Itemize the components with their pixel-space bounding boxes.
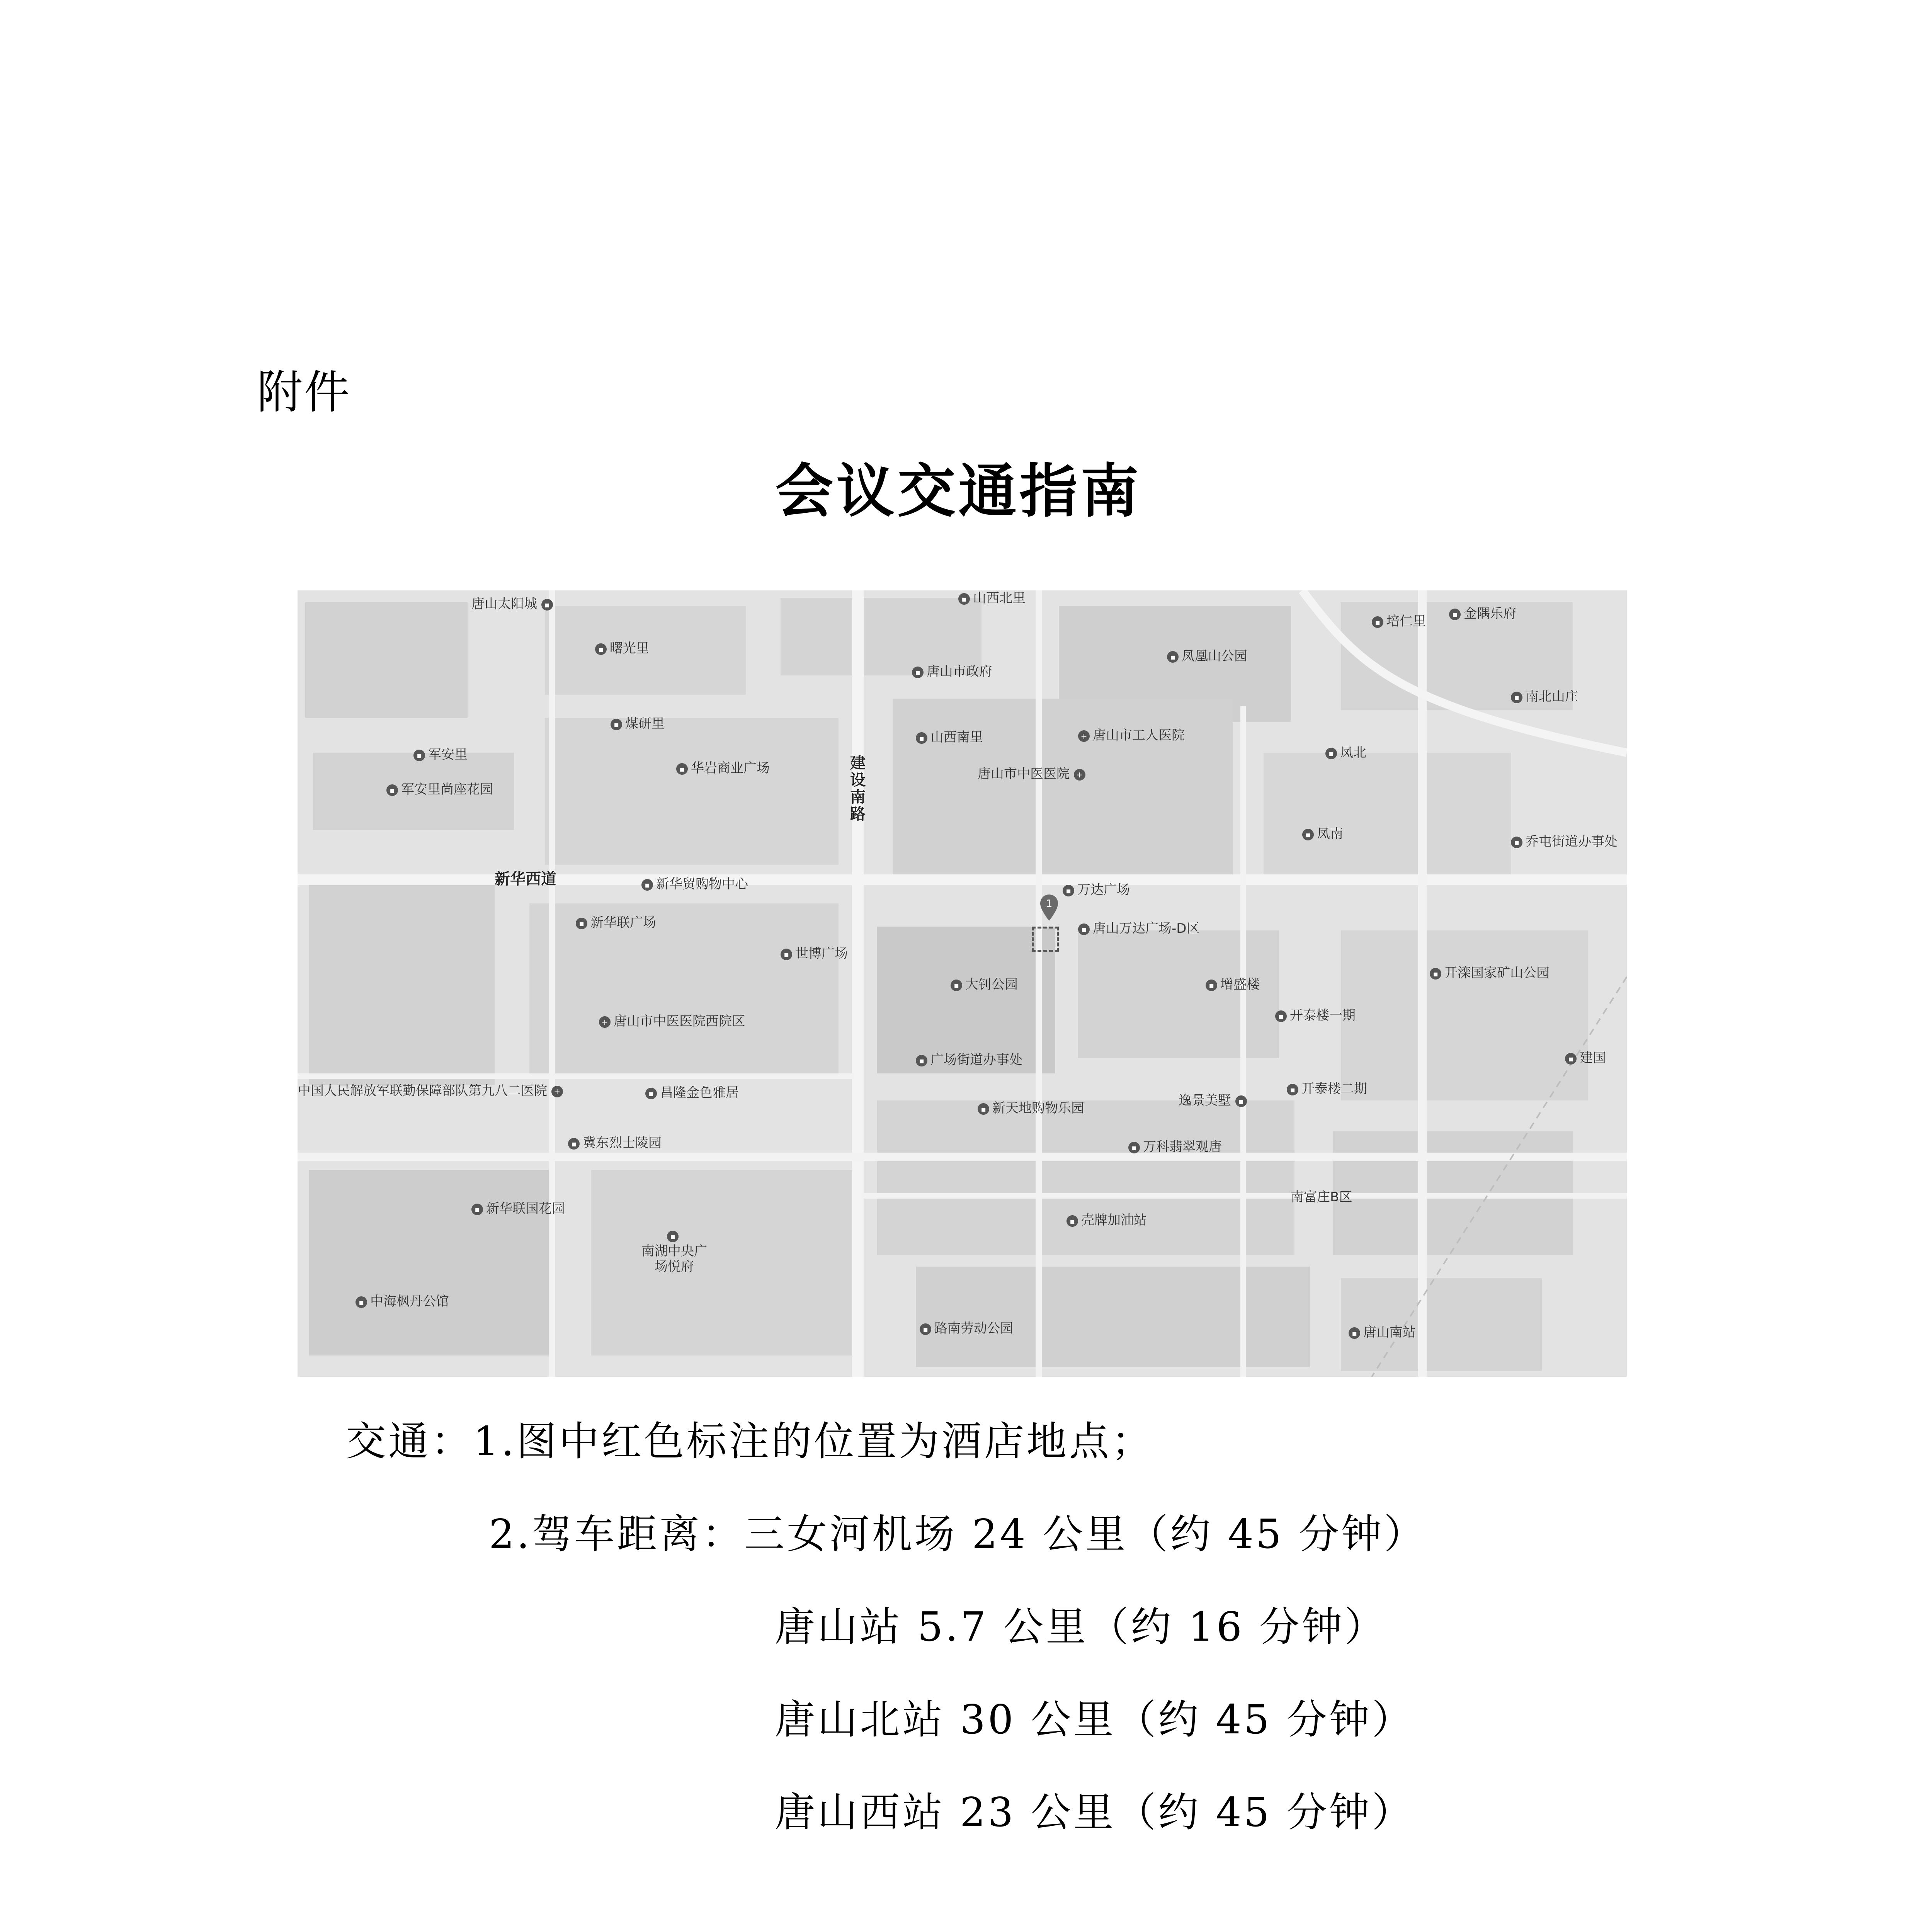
building-icon: ▪ (667, 1231, 679, 1242)
map-place: ▪ 唐山万达广场-D区 (1078, 921, 1199, 936)
shopping-icon: ▪ (978, 1103, 989, 1115)
park-icon: ▪ (951, 980, 962, 991)
building-icon: ▪ (781, 949, 792, 960)
shopping-icon: ▪ (1063, 885, 1074, 896)
map-place: ▪ 凤南 (1302, 826, 1343, 842)
road-jianshe-south: 建设南路 (850, 754, 866, 823)
map-place: ▪ 新华联国花园 (471, 1201, 565, 1216)
map-place: ▪ 曙光里 (595, 641, 649, 656)
map-place: ▪ 冀东烈士陵园 (568, 1135, 662, 1151)
map-place: ▪ 中海枫丹公馆 (356, 1294, 449, 1309)
building-icon: ▪ (1302, 829, 1314, 840)
office-icon: ▪ (916, 1055, 927, 1066)
office-icon: ▪ (1511, 837, 1522, 848)
building-icon: ▪ (1287, 1084, 1298, 1095)
map-place: 唐山太阳城 ▪ (471, 596, 556, 612)
traffic-line-2: 2.驾车距离：三女河机场 24 公里（约 45 分钟） (489, 1510, 1427, 1558)
map-place: ▪ 军安里 (413, 747, 468, 762)
building-icon: ▪ (916, 732, 927, 744)
shopping-icon: ▪ (641, 879, 653, 891)
location-map (298, 590, 1627, 1377)
gas-station-icon: ▪ (1067, 1215, 1078, 1227)
map-place: ▪ 路南劳动公园 (920, 1321, 1013, 1336)
park-icon: ▪ (920, 1323, 931, 1335)
map-place: ▪ 煤研里 (611, 716, 665, 731)
map-place: ▪ 唐山南站 (1349, 1325, 1416, 1340)
building-icon: ▪ (576, 918, 587, 929)
building-icon: ▪ (1206, 980, 1217, 991)
map-place: ▪ 南北山庄 (1511, 689, 1578, 704)
map-place: 唐山市中医医院 + (978, 766, 1089, 782)
building-icon: ▪ (1275, 1010, 1287, 1022)
map-place: ▪ 壳牌加油站 (1067, 1213, 1147, 1228)
map-place: ▪ 新天地购物乐园 (978, 1100, 1084, 1116)
map-place: ▪ 金隅乐府 (1449, 606, 1516, 621)
attachment-label: 附件 (257, 366, 352, 419)
map-place: ▪ 乔屯街道办事处 (1511, 834, 1618, 849)
map-place: ▪ 山西南里 (916, 730, 983, 745)
traffic-line-1: 交通：1.图中红色标注的位置为酒店地点； (346, 1418, 1154, 1465)
map-place: 逸景美墅 ▪ (1179, 1093, 1250, 1108)
shopping-icon: ▪ (1078, 923, 1090, 935)
building-icon: ▪ (1235, 1095, 1247, 1107)
map-place: ▪ 凤北 (1325, 745, 1366, 760)
pin-icon: ▪ (676, 763, 688, 775)
hospital-icon: + (551, 1086, 563, 1097)
map-place: 中国人民解放军联勤保障部队第九八二医院 + (298, 1083, 566, 1099)
road-xinhua-west: 新华西道 (495, 870, 556, 888)
marker-number: 1 (1046, 898, 1053, 910)
building-icon: ▪ (1565, 1053, 1577, 1065)
map-place: ▪ 大钊公园 (951, 977, 1018, 992)
map-place: ▪ 南湖中央广场悦府 (638, 1228, 711, 1274)
map-place: + 唐山市中医医院西院区 (599, 1014, 745, 1029)
map-place: 南富庄B区 (1291, 1189, 1352, 1205)
building-icon: ▪ (595, 643, 607, 655)
hospital-icon: + (1078, 730, 1090, 742)
monument-icon: ▪ (568, 1138, 580, 1150)
page-title: 会议交通指南 (775, 458, 1142, 525)
hotel-location-marker-icon (1039, 894, 1059, 922)
map-place: ▪ 万达广场 (1063, 882, 1130, 898)
traffic-line-4: 唐山北站 30 公里（约 45 分钟） (775, 1696, 1414, 1743)
building-icon: ▪ (386, 784, 398, 796)
map-place: ▪ 建国 (1565, 1050, 1606, 1066)
building-icon: ▪ (611, 719, 622, 730)
map-place: + 唐山市工人医院 (1078, 728, 1185, 743)
building-icon: ▪ (958, 593, 970, 605)
map-place: ▪ 华岩商业广场 (676, 760, 770, 776)
building-icon: ▪ (1372, 616, 1383, 628)
government-icon: ▪ (912, 667, 924, 678)
map-place: ▪ 山西北里 (958, 590, 1026, 606)
traffic-line-5: 唐山西站 23 公里（约 45 分钟） (775, 1789, 1414, 1836)
map-place: ▪ 广场街道办事处 (916, 1052, 1022, 1068)
train-station-icon: ▪ (1349, 1327, 1360, 1339)
building-icon: ▪ (413, 750, 425, 761)
building-icon: ▪ (1511, 692, 1522, 703)
building-icon: ▪ (356, 1296, 367, 1308)
park-icon: ▪ (1167, 651, 1179, 663)
map-place: ▪ 开泰楼二期 (1287, 1081, 1367, 1097)
map-place: ▪ 军安里尚座花园 (386, 782, 493, 797)
building-icon: ▪ (1449, 609, 1461, 620)
building-icon: ▪ (1325, 748, 1337, 759)
building-icon: ▪ (541, 599, 553, 611)
map-place: ▪ 开滦国家矿山公园 (1430, 965, 1550, 981)
map-place: ▪ 新华联广场 (576, 915, 656, 930)
building-icon: ▪ (471, 1204, 483, 1215)
hospital-icon: + (1074, 769, 1085, 781)
hospital-icon: + (599, 1016, 611, 1028)
map-place: ▪ 培仁里 (1372, 614, 1426, 629)
hotel-area-outline (1032, 927, 1059, 952)
map-place: ▪ 万科翡翠观唐 (1128, 1139, 1222, 1155)
map-place: ▪ 增盛楼 (1206, 977, 1260, 992)
park-icon: ▪ (1430, 968, 1441, 980)
map-place: ▪ 新华贸购物中心 (641, 876, 748, 892)
map-place: ▪ 凤凰山公园 (1167, 648, 1247, 664)
building-icon: ▪ (645, 1088, 657, 1099)
building-icon: ▪ (1128, 1142, 1140, 1153)
map-place: ▪ 唐山市政府 (912, 664, 992, 679)
map-place: ▪ 开泰楼一期 (1275, 1008, 1356, 1023)
map-place: ▪ 昌隆金色雅居 (645, 1085, 739, 1100)
map-place: ▪ 世博广场 (781, 946, 848, 961)
traffic-line-3: 唐山站 5.7 公里（约 16 分钟） (775, 1603, 1387, 1650)
